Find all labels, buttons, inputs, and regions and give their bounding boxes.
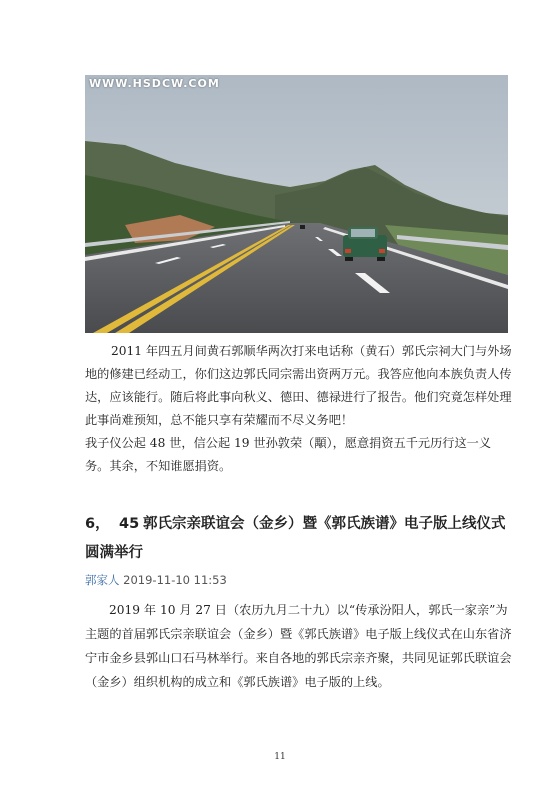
highway-photo [85, 75, 508, 333]
photo-watermark: WWW.HSDCW.COM [89, 77, 220, 90]
page-number: 11 [274, 752, 286, 762]
section-heading [85, 510, 515, 568]
author-link[interactable]: 郭家人 [85, 573, 120, 587]
post-timestamp: 2019-11-10 11:53 [123, 573, 227, 587]
section-body: 2019 年 10 月 27 日（农历九月二十九）以“传承汾阳人，郭氏一家亲”为主题的首届郭氏宗亲联谊会（金乡）暨《郭氏族谱》电子版上线仪式在山东省济宁市金乡县郭山口石马林举行。来自各地的郭氏宗亲齐聚，共同见证郭氏联谊会（金乡）组织机构的成立和《郭氏族谱》电子版的上线。 [85, 603, 512, 689]
highway-photo-graphic [85, 75, 508, 333]
section-index: 45 [119, 516, 140, 532]
section-title: 郭氏宗亲联谊会（金乡）暨《郭氏族谱》电子版上线仪式圆满举行 [85, 516, 506, 561]
paragraph-donation-request: 2011 年四五月间黄石郭顺华两次打来电话称（黄石）郭氏宗祠大门与外场地的修建已经动工，你们这边郭氏同宗需出资两万元。我答应他向本族负责人传达，应该能行。随后将此事向秋义、德田、德禄进行了报告。他们究竟怎样处理此事尚难预知，总不能只享有荣耀而不尽义务吧！ [85, 344, 512, 427]
paragraph-donation-pledge: 我子仪公起 48 世，信公起 19 世孙敦荣（顒），愿意捐资五千元历行这一义务。其余，不知谁愿捐资。 [85, 436, 492, 473]
post-meta [85, 572, 227, 588]
section-number: 6， [85, 516, 110, 532]
